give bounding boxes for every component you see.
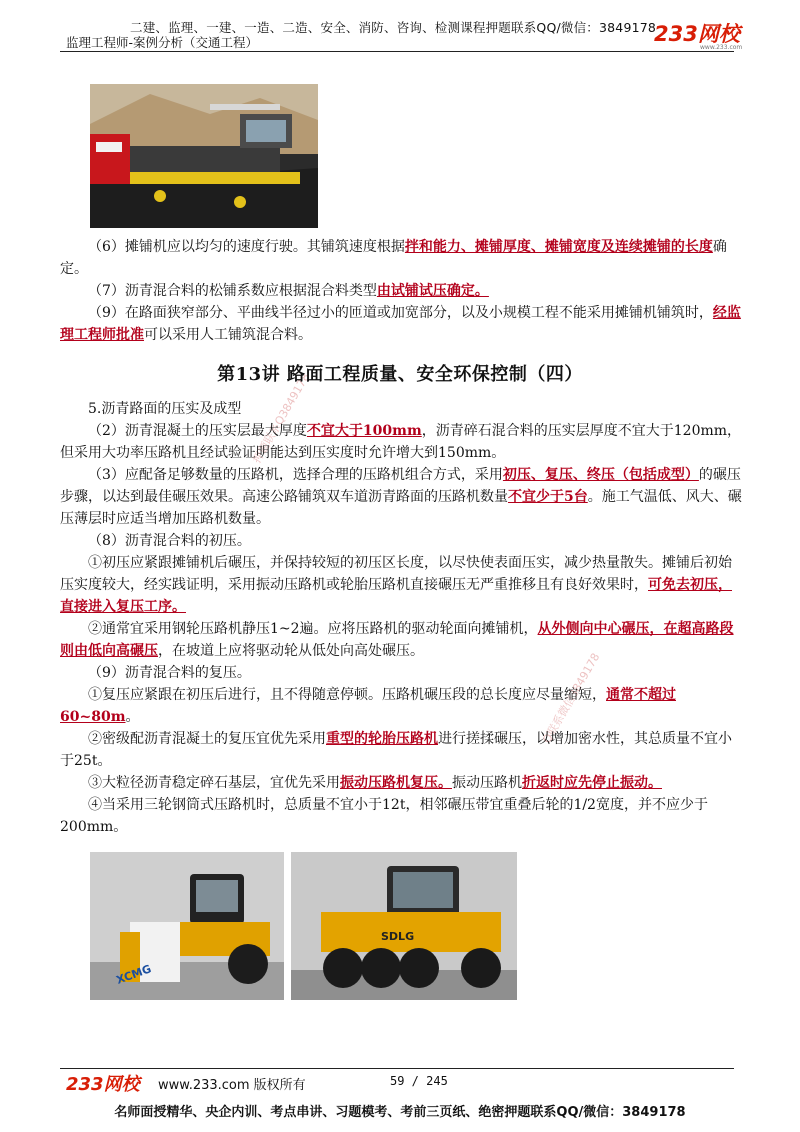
subheading-initial-rolling: （8）沥青混合料的初压。 — [88, 533, 251, 549]
footer-divider — [60, 1068, 734, 1069]
paragraph-initial-rolling-1: ①初压应紧跟摊铺机后碾压，并保持较短的初压区长度，以尽快使表面压实，减少热量散失。摊铺后初始压实度较大，经实践证明，采用振动压路机或轮胎压路机直接碾压无严重推移且有良好效果时，可免去初压，直接进入复压工序。 — [60, 555, 732, 615]
header-233-logo — [652, 20, 748, 50]
paragraph-layer-thickness: （2）沥青混凝土的压实层最大厚度不宜大于100mm，沥青碎石混合料的压实层厚度不宜大于120mm，但采用大功率压路机且经试验证明能达到压实度时允许增大到150mm。 — [60, 423, 742, 461]
paragraph-secondary-rolling-2: ②密级配沥青混凝土的复压宜优先采用重型的轮胎压路机进行搓揉碾压，以增加密水性，其总质量不宜小于25t。 — [60, 731, 732, 769]
tire-roller-brand-label: SDLG — [381, 930, 415, 943]
emphasis: 振动压路机复压。 — [340, 775, 452, 791]
watermark: Q联系微信3849178 — [540, 650, 603, 746]
steel-drum-roller-photo — [90, 852, 284, 1000]
header-logo-text: 233网校 — [654, 22, 740, 46]
emphasis: 通常不超过60~80m — [60, 687, 676, 725]
header-document-title: 监理工程师-案例分析（交通工程） — [66, 35, 259, 50]
paragraph-secondary-rolling-3: ③大粒径沥青稳定碎石基层，宜优先采用振动压路机复压。振动压路机折返时应先停止振动。 — [88, 775, 662, 791]
footer-233-logo — [66, 1072, 148, 1094]
header-divider — [60, 51, 734, 52]
emphasis: 由试铺试压确定。 — [376, 283, 489, 299]
header-logo-sub: www.233.com — [700, 44, 743, 50]
footer-site-copyright: www.233.com 版权所有 — [158, 1078, 306, 1093]
header-promo-text: 二建、监理、一建、一造、二造、安全、消防、咨询、检测课程押题联系QQ/微信：3849178 — [130, 20, 657, 35]
emphasis: 不宜大于100mm — [306, 423, 422, 439]
roller-brand-label: XCMG — [114, 962, 153, 987]
emphasis: 从外侧向中心碾压，在超高路段则由低向高碾压 — [60, 621, 734, 659]
emphasis: 初压、复压、终压（包括成型） — [502, 467, 699, 483]
emphasis: 拌和能力、摊铺厚度、摊铺宽度及连续摊铺的长度 — [404, 239, 713, 255]
footer-logo-text: 233网校 — [66, 1074, 140, 1094]
paragraph-loose-factor: （7）沥青混合料的松铺系数应根据混合料类型由试铺试压确定。 — [88, 283, 489, 299]
subheading-compaction: 5.沥青路面的压实及成型 — [88, 401, 242, 417]
content-top — [60, 236, 742, 346]
paragraph-secondary-rolling-4: ④当采用三轮钢筒式压路机时，总质量不宜小于12t，相邻碾压带宜重叠后轮的1/2宽度，并不应少于200mm。 — [60, 797, 708, 835]
emphasis: 重型的轮胎压路机 — [326, 731, 438, 747]
tire-roller-photo — [291, 852, 517, 1000]
paragraph-manual-paving: （9）在路面狭窄部分、平曲线半径过小的匝道或加宽部分，以及小规模工程不能采用摊铺机铺筑时，经监理工程师批准可以采用人工铺筑混合料。 — [60, 305, 741, 343]
subheading-secondary-rolling: （9）沥青混合料的复压。 — [88, 665, 251, 681]
watermark: 押题联系Q3849178 — [250, 370, 313, 466]
emphasis: 可免去初压，直接进入复压工序。 — [60, 577, 732, 615]
content-main — [60, 398, 742, 838]
emphasis: 不宜少于5台 — [508, 489, 588, 505]
paver-photo — [90, 84, 318, 228]
paragraph-initial-rolling-2: ②通常宜采用钢轮压路机静压1~2遍。应将压路机的驱动轮面向摊铺机，从外侧向中心碾压，在超高路段则由低向高碾压，在坡道上应将驱动轮从低处向高处碾压。 — [60, 621, 734, 659]
paragraph-paver-speed: （6）摊铺机应以均匀的速度行驶。其铺筑速度根据拌和能力、摊铺厚度、摊铺宽度及连续摊铺的长度确定。 — [60, 239, 727, 277]
paragraph-roller-count: （3）应配备足够数量的压路机，选择合理的压路机组合方式，采用初压、复压、终压（包括成型）的碾压步骤，以达到最佳碾压效果。高速公路铺筑双车道沥青路面的压路机数量不宜少于5台。施工气温低、风大、碾压薄层时应适当增加压路机数量。 — [60, 467, 742, 527]
section-title: 第13讲 路面工程质量、安全环保控制（四） — [217, 364, 583, 385]
footer-promo-text: 名师面授精华、央企内训、考点串讲、习题模考、考前三页纸、绝密押题联系QQ/微信：3849178 — [114, 1105, 686, 1120]
paragraph-secondary-rolling-1: ①复压应紧跟在初压后进行，且不得随意停顿。压路机碾压段的总长度应尽量缩短，通常不超过60~80m。 — [60, 687, 676, 725]
emphasis: 经监理工程师批准 — [60, 305, 741, 343]
emphasis: 折返时应先停止振动。 — [522, 775, 662, 791]
page-number: 59 / 245 — [390, 1074, 448, 1088]
